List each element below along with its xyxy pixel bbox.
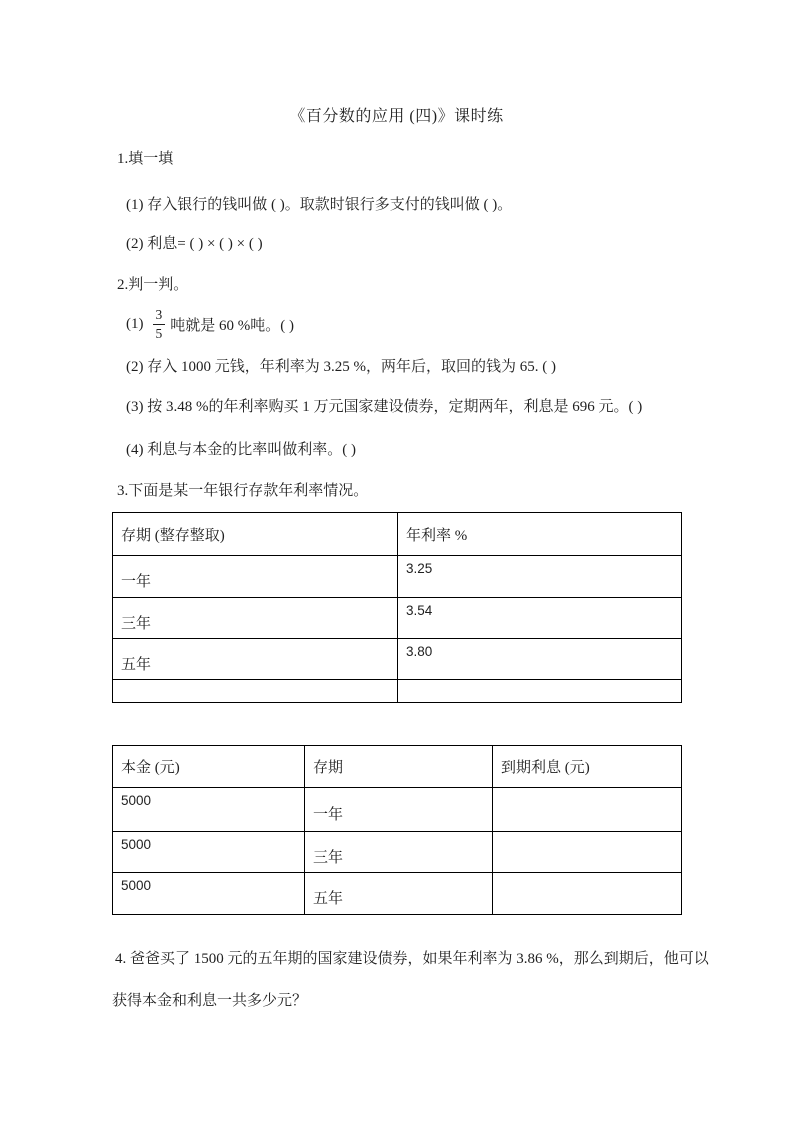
deposit-table-principal-cell: 5000 — [113, 873, 305, 915]
deposit-table-principal-cell: 5000 — [113, 832, 305, 873]
deposit-table — [112, 745, 682, 915]
deposit-table-term-cell: 三年 — [305, 832, 493, 873]
deposit-table-principal-cell: 5000 — [113, 788, 305, 832]
deposit-table-interest-cell — [493, 873, 682, 915]
table-row — [113, 556, 682, 598]
q1-item-1: (1) 存入银行的钱叫做 ( )。取款时银行多支付的钱叫做 ( )。 — [126, 197, 513, 213]
deposit-table-header-row — [113, 746, 682, 788]
q4-text-line-2: 获得本金和利息一共多少元？ — [112, 993, 308, 1009]
rate-table-empty-cell — [113, 680, 398, 703]
deposit-table-term-cell: 一年 — [305, 788, 493, 832]
q1-heading: 1.填一填 — [117, 151, 174, 167]
page-title: 《百分数的应用 (四)》课时练 — [289, 108, 504, 125]
rate-table — [112, 512, 682, 703]
rate-table-empty-cell — [398, 680, 682, 703]
deposit-table-term-cell: 五年 — [305, 873, 493, 915]
rate-table-header-row — [113, 513, 682, 556]
deposit-table-interest-cell — [493, 832, 682, 873]
rate-table-term-cell: 三年 — [113, 598, 398, 639]
rate-table-header-term: 存期 (整存整取) — [113, 513, 398, 556]
fraction-numerator: 3 — [153, 307, 166, 325]
deposit-table-header-interest: 到期利息 (元) — [493, 746, 682, 788]
rate-table-rate-cell: 3.80 — [398, 639, 682, 680]
rate-table-term-cell: 一年 — [113, 556, 398, 598]
table-row — [113, 832, 682, 873]
q4-text-line-1: 4. 爸爸买了 1500 元的五年期的国家建设债券，如果年利率为 3.86 %，那么到期后，他可以 — [115, 951, 709, 967]
q2-item-3: (3) 按 3.48 %的年利率购买 1 万元国家建设债券，定期两年，利息是 696 元。( ) — [126, 399, 643, 415]
q2-item-1-text: 吨就是 60 %吨。( ) — [170, 317, 294, 334]
table-row — [113, 639, 682, 680]
deposit-table-header-principal: 本金 (元) — [113, 746, 305, 788]
fraction-denominator: 5 — [155, 325, 163, 341]
q1-item-2: (2) 利息= ( ) × ( ) × ( ) — [126, 236, 263, 252]
table-row — [113, 598, 682, 639]
q2-heading: 2.判一判。 — [117, 277, 189, 293]
deposit-table-header-term: 存期 — [305, 746, 493, 788]
fraction-three-fifths — [153, 307, 166, 341]
q3-heading: 3.下面是某一年银行存款年利率情况。 — [117, 483, 369, 499]
table-row — [113, 788, 682, 832]
q2-item-1 — [126, 302, 294, 346]
table-row — [113, 873, 682, 915]
q2-item-4: (4) 利息与本金的比率叫做利率。( ) — [126, 442, 356, 458]
rate-table-header-rate: 年利率 % — [398, 513, 682, 556]
q2-item-1-marker: (1) — [126, 315, 144, 332]
table-row-empty — [113, 680, 682, 703]
q2-item-2: (2) 存入 1000 元钱，年利率为 3.25 %，两年后，取回的钱为 65. ( ) — [126, 359, 556, 375]
rate-table-rate-cell: 3.25 — [398, 556, 682, 598]
deposit-table-interest-cell — [493, 788, 682, 832]
rate-table-term-cell: 五年 — [113, 639, 398, 680]
rate-table-rate-cell: 3.54 — [398, 598, 682, 639]
